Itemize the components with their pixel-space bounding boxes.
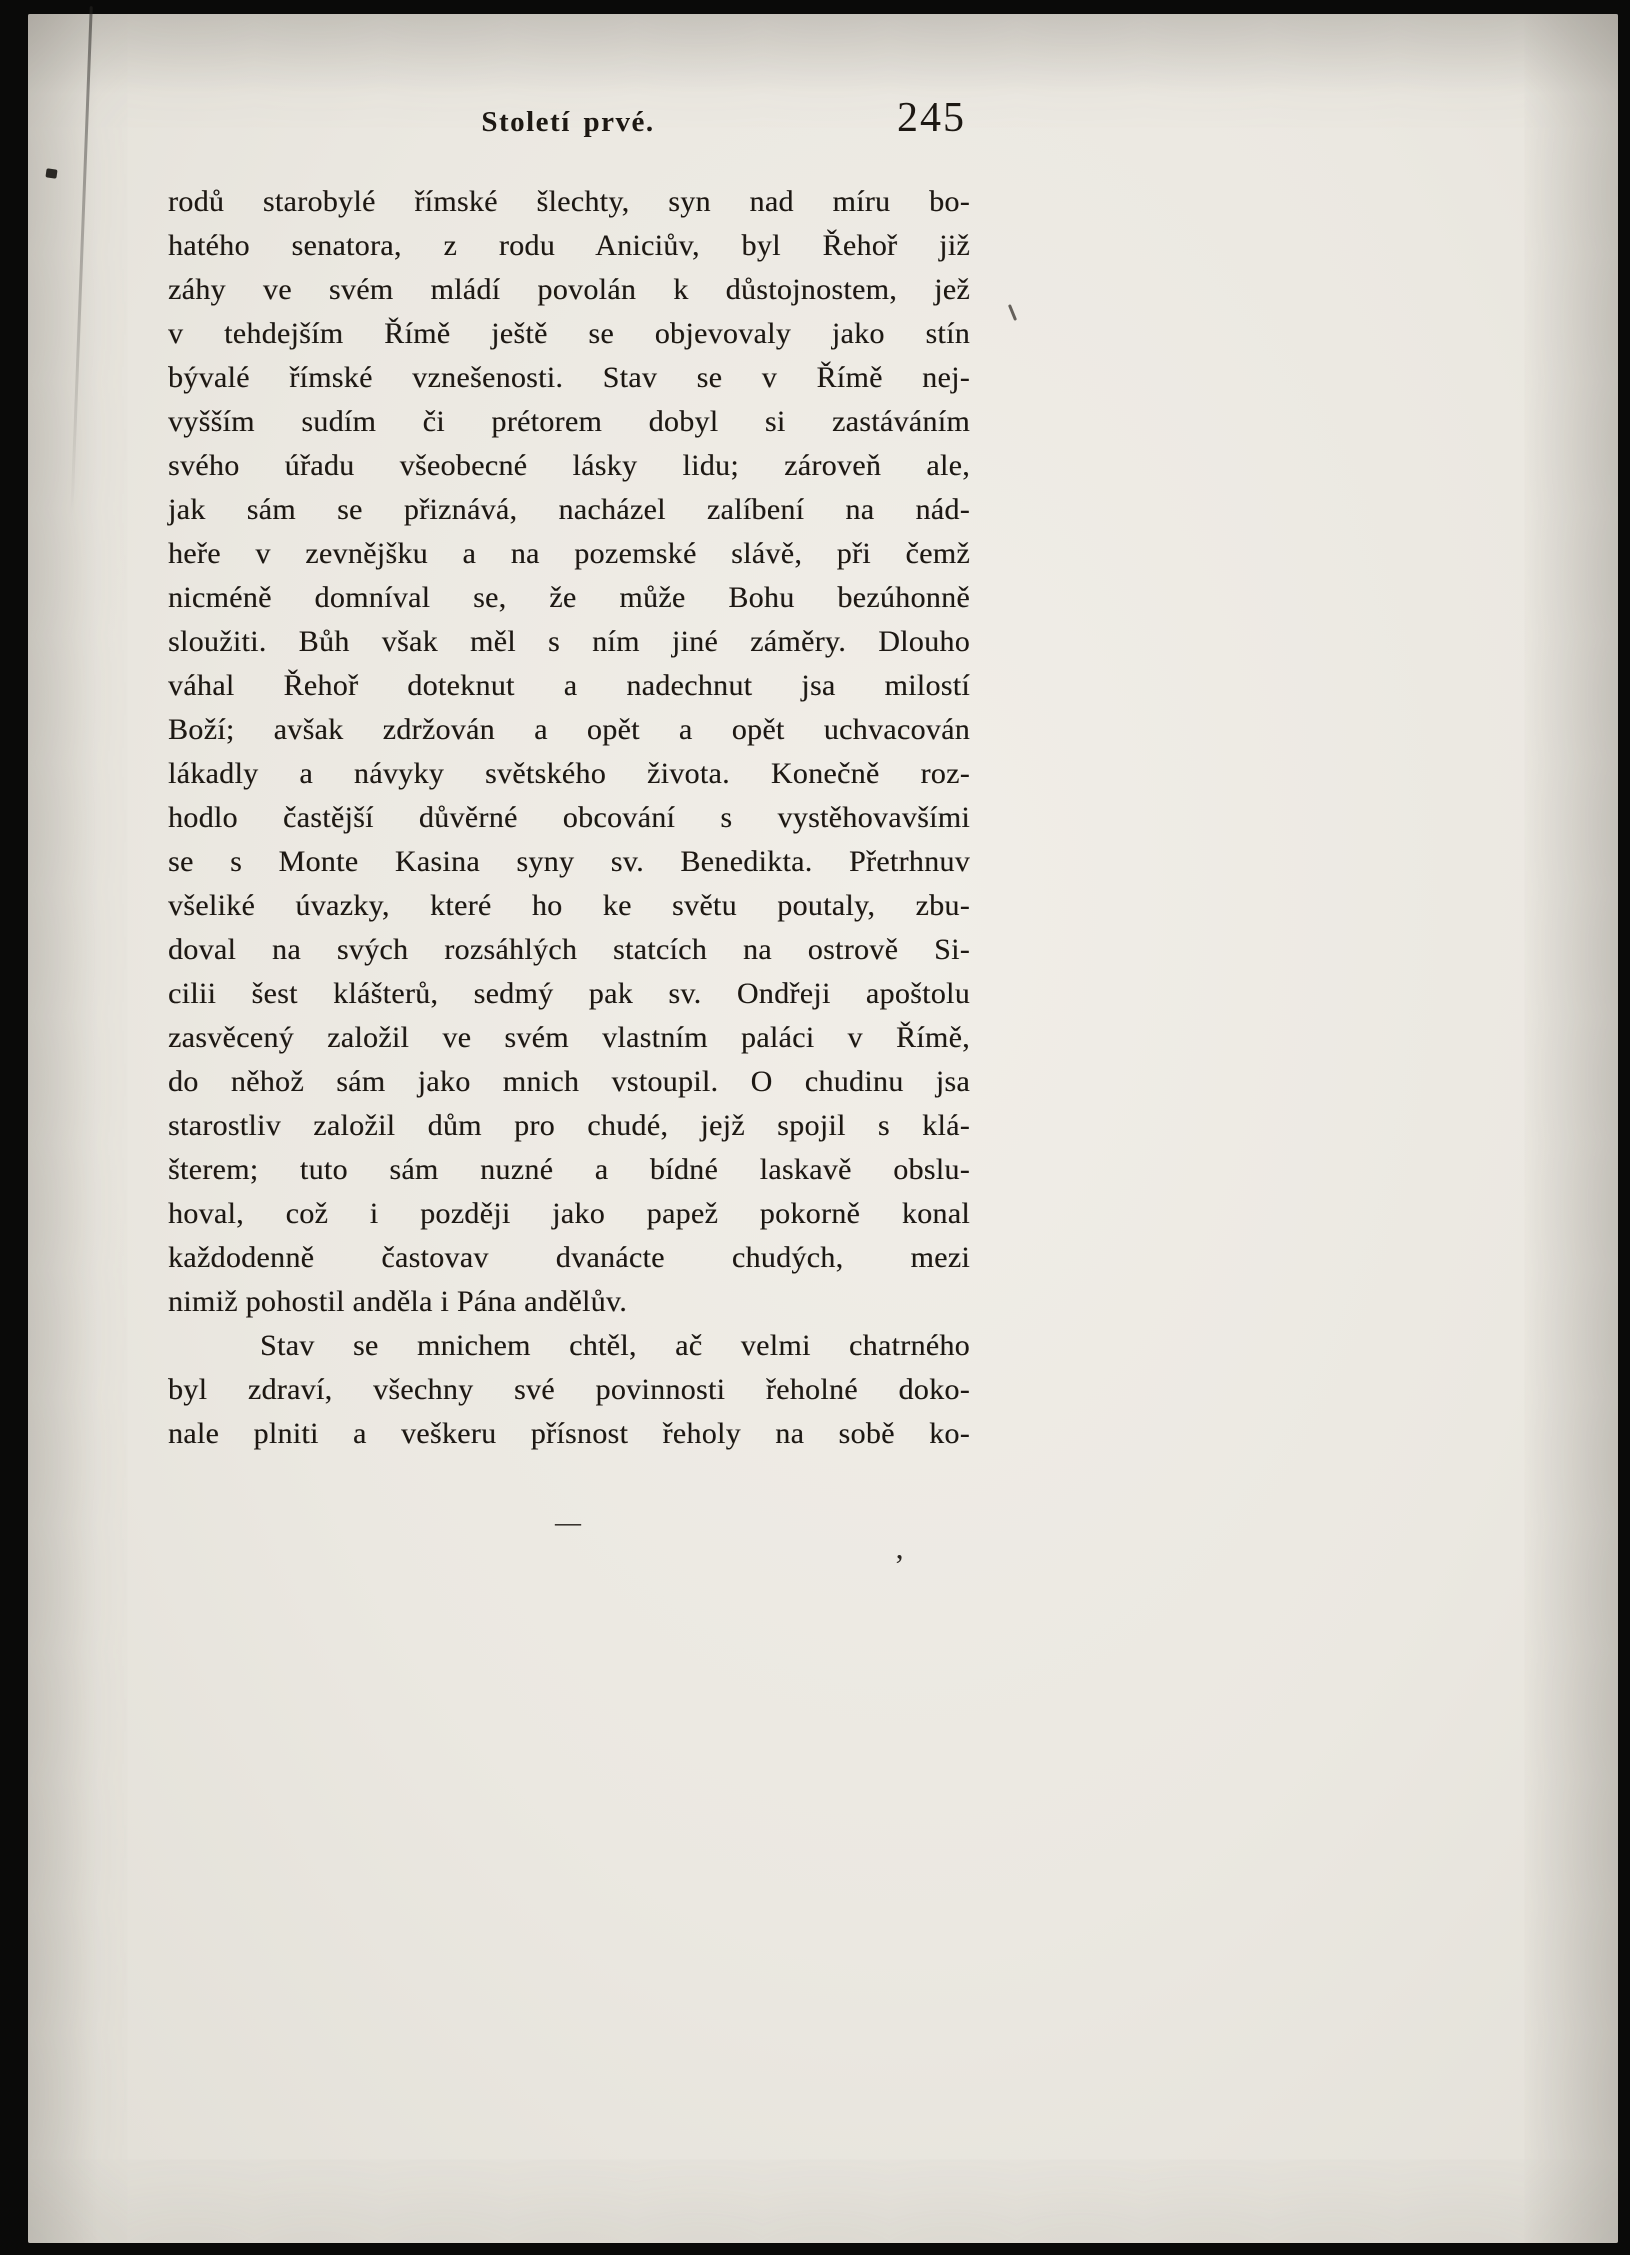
text-line: Stav se mnichem chtěl, ač velmi chatrného — [260, 1329, 970, 1362]
margin-mark-artifact — [1008, 304, 1017, 321]
scan-shading-left — [28, 14, 98, 2243]
text-line: byl zdraví, všechny své povinnosti řeholné doko- — [168, 1373, 970, 1406]
text-line: doval na svých rozsáhlých statcích na ostrově Si- — [168, 933, 970, 966]
text-line: váhal Řehoř doteknut a nadechnut jsa milostí — [168, 669, 970, 702]
text-line: záhy ve svém mládí povolán k důstojnostem, jež — [168, 273, 970, 306]
page-paper — [28, 14, 1618, 2243]
text-line: lákadly a návyky světského života. Konečně roz- — [168, 757, 970, 790]
text-line: šterem; tuto sám nuzné a bídné laskavě obslu- — [168, 1153, 970, 1186]
page-number: 245 — [897, 95, 966, 141]
footer-mark: — — [555, 1508, 581, 1537]
text-line: rodů starobylé římské šlechty, syn nad míru bo- — [168, 185, 970, 218]
running-header-title: Století prvé. — [481, 106, 655, 138]
text-line: každodenně častovav dvanácte chudých, mezi — [168, 1241, 970, 1274]
text-line: starostliv založil dům pro chudé, jejž spojil s klá- — [168, 1109, 970, 1142]
ink-spot-artifact — [45, 168, 57, 178]
text-line: v tehdejším Římě ještě se objevovaly jako stín — [168, 317, 970, 350]
text-line: sloužiti. Bůh však měl s ním jiné záměry. Dlouho — [168, 625, 970, 658]
scan-shading-right — [1523, 14, 1618, 2243]
page-header — [168, 95, 968, 152]
text-line: nimiž pohostil anděla i Pána andělův. — [168, 1285, 628, 1318]
body-text — [168, 180, 970, 1456]
text-line: svého úřadu všeobecné lásky lidu; zároveň ale, — [168, 449, 970, 482]
text-line: Boží; avšak zdržován a opět a opět uchvacován — [168, 713, 970, 746]
text-line: nicméně domníval se, že může Bohu bezúhonně — [168, 581, 970, 614]
text-line: hodlo častější důvěrné obcování s vystěhovavšími — [168, 801, 970, 834]
text-line: hatého senatora, z rodu Aniciův, byl Řehoř již — [168, 229, 970, 262]
text-line: jak sám se přiznává, nacházel zalíbení na nád- — [168, 493, 970, 526]
text-line: cilii šest klášterů, sedmý pak sv. Ondřeji apoštolu — [168, 977, 970, 1010]
scan-shading-top — [28, 14, 1618, 94]
scan-crease-artifact — [70, 6, 93, 516]
text-line: hoval, což i později jako papež pokorně konal — [168, 1197, 970, 1230]
text-line: všeliké úvazky, které ho ke světu poutaly, zbu- — [168, 889, 970, 922]
text-line: se s Monte Kasina syny sv. Benedikta. Přetrhnuv — [168, 845, 970, 878]
text-line: bývalé římské vznešenosti. Stav se v Římě nej- — [168, 361, 970, 394]
text-line: heře v zevnějšku a na pozemské slávě, při čemž — [168, 537, 970, 570]
text-line: zasvěcený založil ve svém vlastním paláci v Římě, — [168, 1021, 970, 1054]
text-line: vyšším sudím či prétorem dobyl si zastáváním — [168, 405, 970, 438]
text-line: do něhož sám jako mnich vstoupil. O chudinu jsa — [168, 1065, 970, 1098]
speck-artifact: ’ — [894, 1547, 905, 1583]
text-line: nale plniti a veškeru přísnost řeholy na sobě ko- — [168, 1417, 970, 1450]
